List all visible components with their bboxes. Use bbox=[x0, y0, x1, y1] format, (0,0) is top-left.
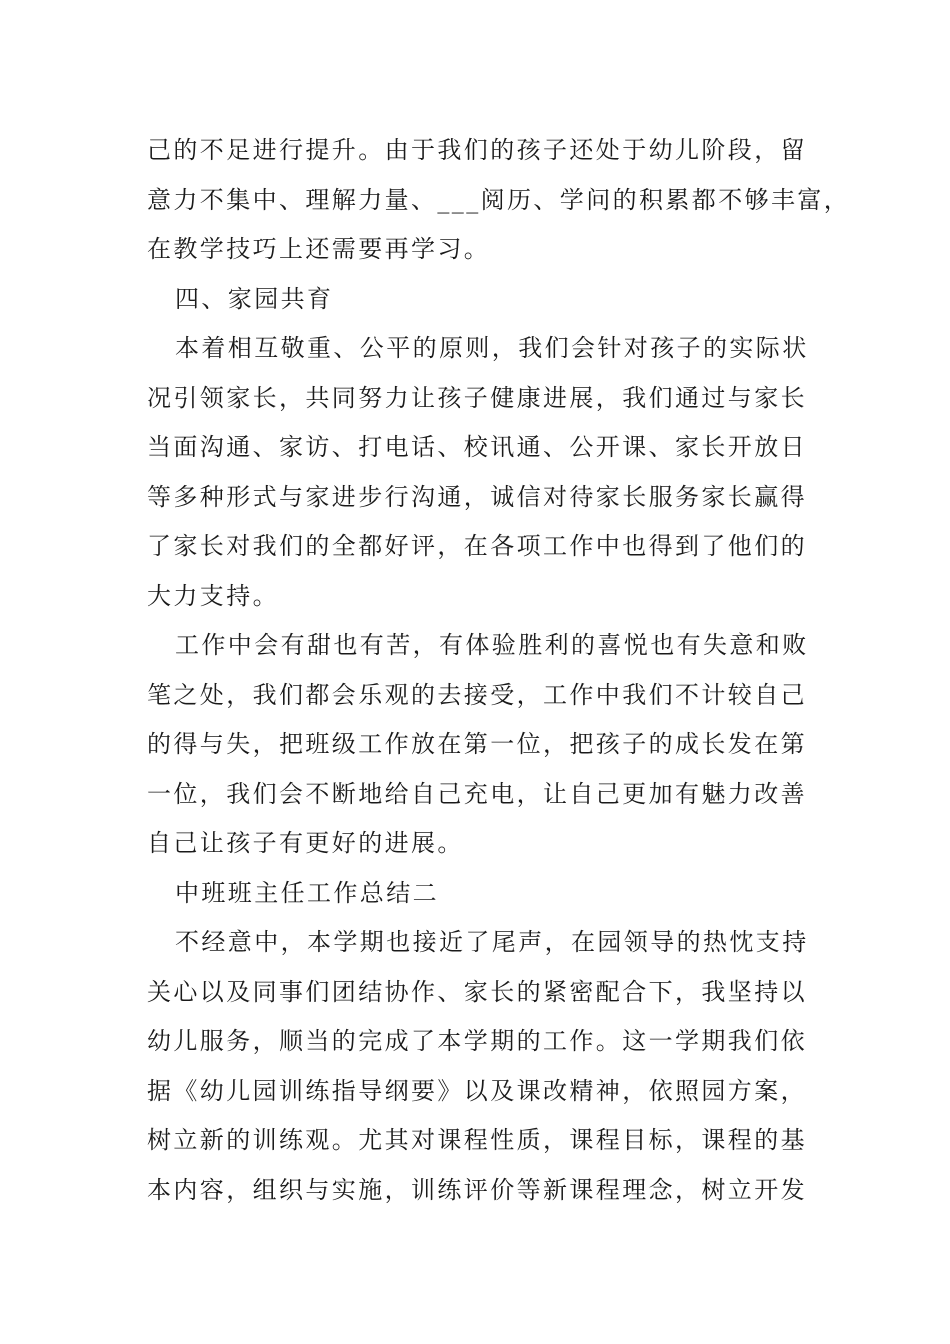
paragraph-start: 不经意中，本学期也接近了尾声，在园领导的热忱支持 bbox=[175, 928, 809, 956]
text-line: 了家长对我们的全都好评，在各项工作中也得到了他们的 bbox=[147, 532, 807, 560]
text-line: 大力支持。 bbox=[147, 581, 279, 610]
section-heading: 中班班主任工作总结二 bbox=[175, 878, 439, 907]
text-line: 树立新的训练观。尤其对课程性质，课程目标，课程的基 bbox=[147, 1126, 807, 1154]
text-line: 己的不足进行提升。由于我们的孩子还处于幼儿阶段，留 bbox=[147, 136, 807, 164]
paragraph-start: 本着相互敬重、公平的原则，我们会针对孩子的实际状 bbox=[175, 334, 809, 362]
text-line: 意力不集中、理解力量、___阅历、学问的积累都不够丰富， bbox=[147, 185, 851, 214]
text-line: 的得与失，把班级工作放在第一位，把孩子的成长发在第 bbox=[147, 730, 807, 758]
document-body bbox=[147, 126, 851, 1215]
text-line: 本内容，组织与实施，训练评价等新课程理念，树立开发 bbox=[147, 1175, 807, 1204]
text-line: 等多种形式与家进步行沟通，诚信对待家长服务家长赢得 bbox=[147, 482, 807, 511]
text-line: 关心以及同事们团结协作、家长的紧密配合下，我坚持以 bbox=[147, 977, 807, 1006]
section-heading: 四、家园共育 bbox=[175, 284, 334, 313]
text-line: 当面沟通、家访、打电话、校讯通、公开课、家长开放日 bbox=[147, 433, 807, 461]
text-line: 一位，我们会不断地给自己充电，让自己更加有魅力改善 bbox=[147, 779, 807, 808]
text-line: 笔之处，我们都会乐观的去接受，工作中我们不计较自己 bbox=[147, 680, 807, 709]
text-line: 幼儿服务，顺当的完成了本学期的工作。这一学期我们依 bbox=[147, 1027, 807, 1055]
text-line: 据《幼儿园训练指导纲要》以及课改精神，依照园方案， bbox=[147, 1076, 807, 1105]
text-line: 况引领家长，共同努力让孩子健康进展，我们通过与家长 bbox=[147, 383, 807, 412]
text-line: 在教学技巧上还需要再学习。 bbox=[147, 235, 491, 263]
paragraph-start: 工作中会有甜也有苦，有体验胜利的喜悦也有失意和败 bbox=[175, 631, 809, 659]
text-line: 自己让孩子有更好的进展。 bbox=[147, 829, 464, 857]
